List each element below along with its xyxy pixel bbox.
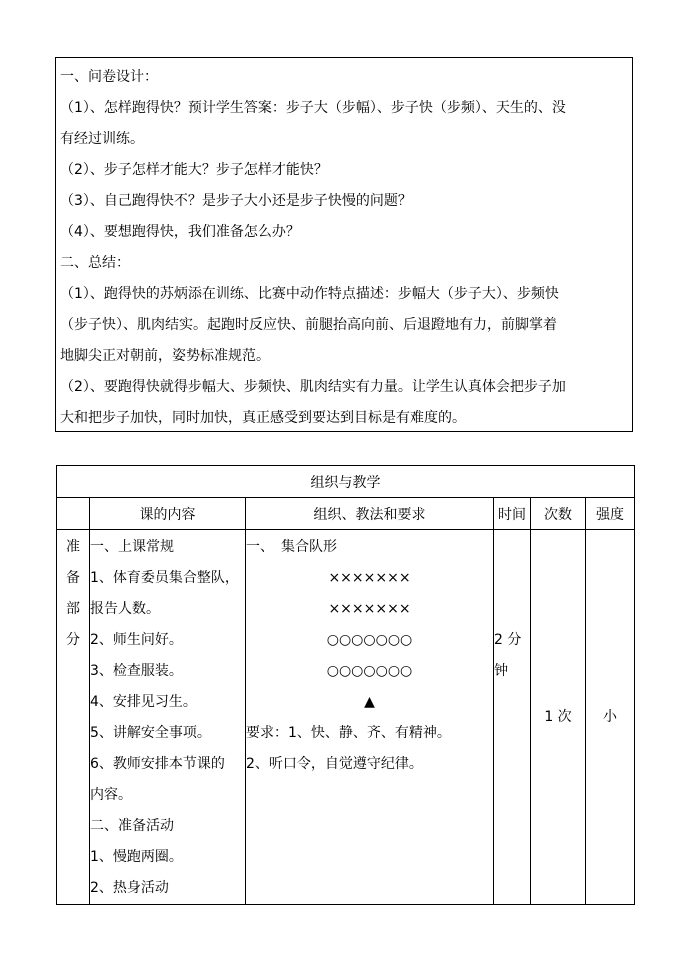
formation-row-circle: ○○○○○○○ xyxy=(326,632,413,648)
time-value: 2 分 xyxy=(494,632,522,648)
content-line: 报告人数。 xyxy=(90,601,160,617)
requirement-2: 2、听口令，自觉遵守纪律。 xyxy=(246,756,423,772)
summary-2-line-2: 大和把步子加快，同时加快，真正感受到要达到目标是有难度的。 xyxy=(60,410,466,426)
summary-1-line-3: 地脚尖正对朝前，姿势标准规范。 xyxy=(60,348,270,364)
question-3: （3）、自己跑得快不？是步子大小还是步子快慢的问题？ xyxy=(60,193,412,209)
content-line: 1、体育委员集合整队， xyxy=(90,570,239,586)
section-char: 准 xyxy=(66,539,80,555)
section-label xyxy=(57,530,90,905)
intensity-cell xyxy=(586,530,635,905)
content-cell xyxy=(90,530,246,905)
summary-1-line-2: （步子快）、肌肉结实。起跑时反应快、前腿抬高向前、后退蹬地有力，前脚掌着 xyxy=(60,317,557,333)
question-4: （4）、要想跑得快，我们准备怎么办？ xyxy=(60,224,300,240)
formation-row-circle: ○○○○○○○ xyxy=(326,663,413,679)
intensity-value: 小 xyxy=(603,709,618,725)
heading-questionnaire: 一、问卷设计： xyxy=(60,69,158,85)
summary-2-line-1: （2）、要跑得快就得步幅大、步频快、肌肉结实有力量。让学生认真体会把步子加 xyxy=(60,379,566,395)
formation-row-cross: ××××××× xyxy=(328,570,411,586)
heading-summary: 二、总结： xyxy=(60,255,130,271)
header-section xyxy=(57,498,90,530)
organization-cell xyxy=(246,530,494,905)
questionnaire-box xyxy=(55,57,633,432)
table-title: 组织与教学 xyxy=(57,466,635,498)
content-line: 1、慢跑两圈。 xyxy=(90,849,183,865)
section-char: 备 xyxy=(66,570,80,586)
lesson-table xyxy=(56,465,635,905)
formation-row-cross: ××××××× xyxy=(328,601,411,617)
time-cell xyxy=(494,530,531,905)
header-time: 时间 xyxy=(494,498,531,530)
count-value: 1 次 xyxy=(544,709,572,725)
content-line: 2、师生问好。 xyxy=(90,632,183,648)
header-content: 课的内容 xyxy=(90,498,246,530)
question-1-line-2: 有经过训练。 xyxy=(60,131,144,147)
count-cell xyxy=(531,530,586,905)
content-line: 二、准备活动 xyxy=(90,818,174,834)
header-intensity: 强度 xyxy=(586,498,635,530)
content-line: 6、教师安排本节课的 xyxy=(90,756,225,772)
content-line: 2、热身活动 xyxy=(90,880,169,896)
time-unit: 钟 xyxy=(494,663,508,679)
requirement-1: 要求：1、快、静、齐、有精神。 xyxy=(246,725,451,741)
question-2: （2）、步子怎样才能大？步子怎样才能快？ xyxy=(60,162,328,178)
summary-1-line-1: （1）、跑得快的苏炳添在训练、比赛中动作特点描述：步幅大（步子大）、步频快 xyxy=(60,286,559,302)
content-line: 内容。 xyxy=(90,787,132,803)
header-organization: 组织、教法和要求 xyxy=(246,498,494,530)
content-line: 3、检查服装。 xyxy=(90,663,183,679)
section-char: 部 xyxy=(66,601,80,617)
content-line: 5、讲解安全事项。 xyxy=(90,725,211,741)
section-char: 分 xyxy=(66,632,80,648)
header-count: 次数 xyxy=(531,498,586,530)
question-1-line-1: （1）、怎样跑得快？预计学生答案：步子大（步幅）、步子快（步频）、天生的、没 xyxy=(60,100,566,116)
content-line: 一、上课常规 xyxy=(90,539,174,555)
content-line: 4、安排见习生。 xyxy=(90,694,197,710)
formation-heading: 一、 集合队形 xyxy=(246,539,337,555)
teacher-triangle-icon: ▲ xyxy=(364,694,375,710)
